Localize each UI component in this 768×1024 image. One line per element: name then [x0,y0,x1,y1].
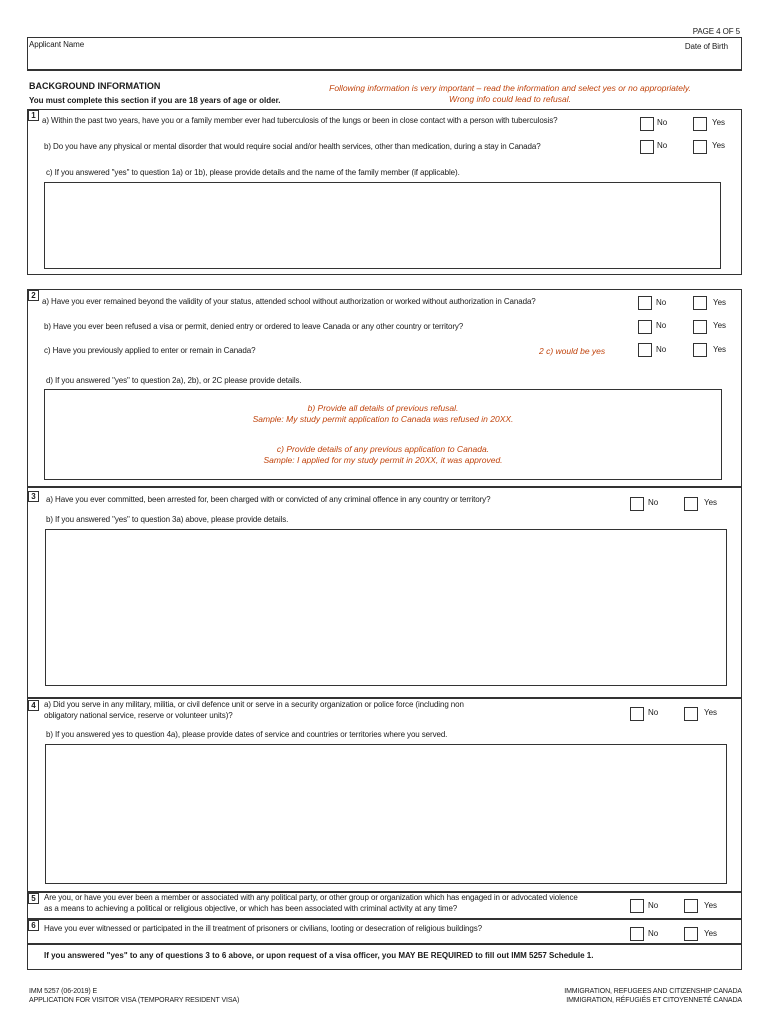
question-3a-text: a) Have you ever committed, been arrested for, been charged with or convicted of any criminal offence in any country or territory? [46,495,491,504]
question-1-number: 1 [28,110,39,121]
section-subtitle: You must complete this section if you are 18 years of age or older. [29,96,281,105]
sample-application-line1: c) Provide details of any previous application to Canada. [276,444,490,454]
q4a-no-label: No [648,708,659,717]
q2a-yes-label: Yes [713,298,727,307]
q2b-no-checkbox[interactable] [638,320,652,334]
q1b-no-checkbox[interactable] [640,140,654,154]
form-title: APPLICATION FOR VISITOR VISA (TEMPORARY RESIDENT VISA) [29,997,240,1004]
question-2d-text: d) If you answered "yes" to question 2a), 2b), or 2C please provide details. [46,376,302,385]
question-1c-text: c) If you answered "yes" to question 1a) or 1b), please provide details and the name of the family member (if applicable). [46,168,460,177]
question-5-text-line1: Are you, or have you ever been a member or associated with any political party, or other group or organization which has engaged in or advocated violence [44,893,578,902]
q2a-yes-checkbox[interactable] [693,296,707,310]
department-english: IMMIGRATION, REFUGEES AND CITIZENSHIP CANADA [564,988,742,995]
q1-details-textarea[interactable] [44,182,721,269]
q3a-no-label: No [648,498,659,507]
q2c-yes-label: Yes [713,345,727,354]
q5-yes-checkbox[interactable] [684,899,698,913]
q1b-yes-label: Yes [712,141,726,150]
section-title: BACKGROUND INFORMATION [29,81,161,91]
q1b-yes-checkbox[interactable] [693,140,707,154]
question-1a-text: a) Within the past two years, have you or a family member ever had tuberculosis of the lungs or been in close contact with a person with tuberculosis? [42,116,558,125]
q5-yes-label: Yes [704,901,718,910]
form-code: IMM 5257 (06-2019) E [29,988,98,995]
q2-details-textarea[interactable] [44,389,722,480]
q5-no-label: No [648,901,659,910]
q1a-yes-label: Yes [712,118,726,127]
q4a-yes-label: Yes [704,708,718,717]
sample-refusal-line2: Sample: My study permit application to Canada was refused in 20XX. [252,414,514,424]
q6-no-checkbox[interactable] [630,927,644,941]
question-1b-text: b) Do you have any physical or mental disorder that would require social and/or health services, other than medication, during a stay in Canada? [44,142,541,151]
question-3-number: 3 [28,491,39,502]
question-4a-text-line1: a) Did you serve in any military, militia, or civil defence unit or serve in a security organization or police force (including non [44,700,464,709]
question-6-text: Have you ever witnessed or participated in the ill treatment of prisoners or civilians, looting or desecration of religious buildings? [44,924,482,933]
q2c-no-label: No [656,345,667,354]
q3a-yes-label: Yes [704,498,718,507]
q2b-no-label: No [656,321,667,330]
question-4a-text-line2: obligatory national service, reserve or volunteer units)? [44,711,233,720]
q2b-yes-label: Yes [713,321,727,330]
q1a-no-checkbox[interactable] [640,117,654,131]
q4a-yes-checkbox[interactable] [684,707,698,721]
question-2b-text: b) Have you ever been refused a visa or permit, denied entry or ordered to leave Canada or any other country or territory? [44,322,464,331]
q3-details-textarea[interactable] [45,529,727,686]
q2a-no-label: No [656,298,667,307]
q4-details-textarea[interactable] [45,744,727,884]
q2a-no-checkbox[interactable] [638,296,652,310]
schedule-note: If you answered "yes" to any of questions 3 to 6 above, or upon request of a visa officer, you MAY BE REQUIRED to fill out IMM 5257 Schedule 1. [44,951,594,960]
sample-refusal-line1: b) Provide all details of previous refusal. [307,403,459,413]
question-2a-text: a) Have you ever remained beyond the validity of your status, attended school without authorization or worked without authorization in Canada? [42,297,536,306]
q2b-yes-checkbox[interactable] [693,320,707,334]
q1a-yes-checkbox[interactable] [693,117,707,131]
question-3b-text: b) If you answered "yes" to question 3a) above, please provide details. [46,515,289,524]
question-4-number: 4 [28,700,39,711]
question-4b-text: b) If you answered yes to question 4a), please provide dates of service and countries or territories where you served. [46,730,448,739]
q5-no-checkbox[interactable] [630,899,644,913]
q2c-yes-checkbox[interactable] [693,343,707,357]
dob-field[interactable] [660,38,742,69]
q1b-no-label: No [657,141,668,150]
applicant-name-field[interactable] [28,38,658,69]
important-note-line2: Wrong info could lead to refusal. [449,94,571,104]
applicant-header-box [27,37,742,71]
question-2c-note: 2 c) would be yes [539,346,606,356]
q4a-no-checkbox[interactable] [630,707,644,721]
q3a-no-checkbox[interactable] [630,497,644,511]
important-note-line1: Following information is very important – read the information and select yes or no appropriately. [329,83,691,93]
q1a-no-label: No [657,118,668,127]
department-french: IMMIGRATION, RÉFUGIÉS ET CITOYENNETÉ CANADA [566,997,742,1004]
question-6-number: 6 [28,920,39,931]
q6-no-label: No [648,929,659,938]
question-2c-text: c) Have you previously applied to enter or remain in Canada? [44,346,256,355]
question-5-text-line2: as a means to achieving a political or religious objective, or which has been associated with criminal activity at any time? [44,904,458,913]
q6-yes-label: Yes [704,929,718,938]
page-number: PAGE 4 OF 5 [692,27,740,36]
question-5-number: 5 [28,893,39,904]
q3a-yes-checkbox[interactable] [684,497,698,511]
question-2-number: 2 [28,290,39,301]
q6-yes-checkbox[interactable] [684,927,698,941]
q2c-no-checkbox[interactable] [638,343,652,357]
applicant-name-label: Applicant Name [29,40,85,49]
sample-application-line2: Sample: I applied for my study permit in 20XX, it was approved. [263,455,503,465]
dob-label: Date of Birth [684,42,728,51]
